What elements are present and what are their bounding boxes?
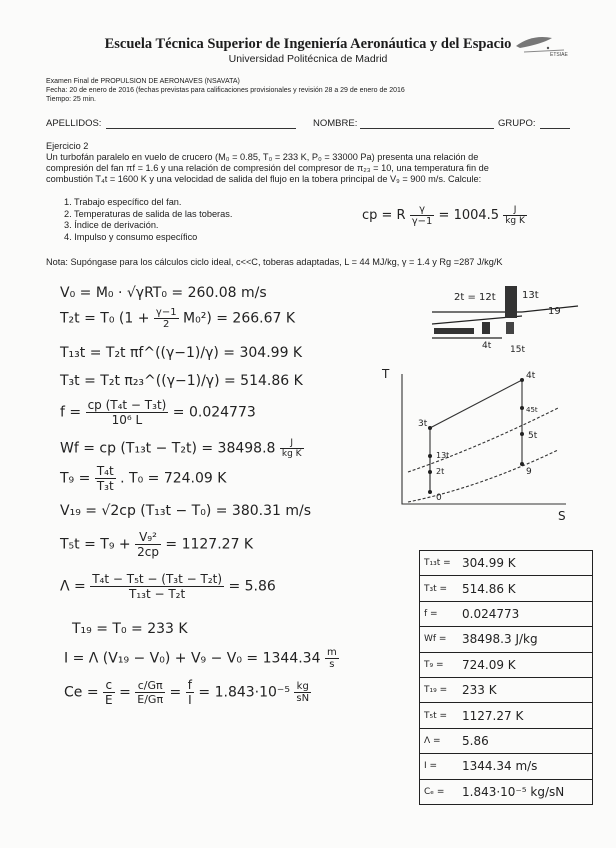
engine-sketch [372, 282, 582, 354]
t9-eq: T₉ = $\frac{\text{T₄t}}{\text{T₃t}}$ . T₀ = 724.09 K [60, 464, 227, 493]
table-row: T₉ = 724.09 K [420, 653, 592, 678]
table-row: T₅t = 1127.27 K [420, 703, 592, 728]
exercise-text-3: combustión T₄t = 1600 K y una velocidad de salida del flujo en la tobera principal de V₉ = 900 m/s. Calcule: [46, 174, 482, 184]
cp-formula: cp = R $\frac{\gamma}{\gamma-1}$ = 1004.5 $\frac{J}{\text{kg K}}$ [362, 204, 525, 227]
point-2t [428, 470, 432, 474]
point-13t [428, 454, 432, 458]
label-15t: 15t [510, 345, 525, 354]
list-item: 4. Impulso y consumo específico [64, 231, 198, 242]
fan-block [505, 286, 517, 318]
label-13t: 13t [522, 290, 539, 301]
table-row: Wf = 38498.3 J/kg [420, 627, 592, 652]
label-3t: 3t [418, 419, 428, 429]
label-2t-ts: 2t [436, 467, 445, 476]
ts-axes [402, 374, 566, 504]
exam-time: Tiempo: 25 min. [46, 96, 96, 103]
exercise-text-1: Un turbofán paralelo en vuelo de crucero (M₀ = 0.85, T₀ = 233 K, P₀ = 33000 Pa) presenta una relación de [46, 152, 479, 162]
v19-eq: V₁₉ = √2cp (T₁₃t − T₀) = 380.31 m/s [60, 503, 311, 519]
ts-diagram [378, 368, 578, 528]
t5t-eq: T₅t = T₉ + $\frac{\text{V₉²}}{2cp}$ = 1127.27 K [60, 530, 254, 559]
surname-label: APELLIDOS: [46, 118, 102, 129]
table-row: I = 1344.34 m/s [420, 754, 592, 779]
axis-s: S [558, 509, 566, 523]
exercise-text-2: compresión del fan πf = 1.6 y una relación de compresión del compresor de π₂₃ = 10, una temperatura fin de [46, 163, 489, 173]
v0-eq: V₀ = M₀ · √γRT₀ = 260.08 m/s [60, 285, 267, 301]
label-4t-ts: 4t [526, 371, 536, 381]
t2t-eq: T₂t = T₀ (1 + $\frac{\gamma-1}{2}$ M₀²) = 266.67 K [60, 307, 296, 330]
t19-eq: T₁₉ = T₀ = 233 K [72, 621, 188, 637]
table-row: Λ = 5.86 [420, 729, 592, 754]
table-row: T₁₃t = 304.99 K [420, 551, 592, 576]
point-5t [520, 432, 524, 436]
exercise-note: Nota: Supóngase para los cálculos ciclo ideal, c<<C, toberas adaptadas, L = 44 MJ/kg, γ = 1.4 y Rg =287 J/kg/K [46, 257, 503, 267]
point-4t [520, 378, 524, 382]
table-row: T₃t = 514.86 K [420, 576, 592, 601]
label-13t-ts: 13t [436, 451, 450, 460]
point-3t [428, 426, 432, 430]
point-9 [520, 462, 524, 466]
svg-text:ETSIAE: ETSIAE [550, 52, 568, 58]
label-5t: 5t [528, 431, 538, 441]
t3t-eq: T₃t = T₂t π₂₃^((γ−1)/γ) = 514.86 K [60, 373, 303, 389]
ce-eq: Ce = $\frac{c}{E}$ = $\frac{c/G\pi}{E/G\pi}$ = $\frac{f}{I}$ = 1.843·10⁻⁵ $\frac{kg}{sN}$ [64, 678, 310, 707]
table-row: f = 0.024773 [420, 602, 592, 627]
label-4t: 4t [482, 341, 492, 351]
surname-field[interactable] [106, 128, 296, 129]
point-45t [520, 406, 524, 410]
exam-date: Fecha: 20 de enero de 2016 (fechas previstas para calificaciones provisionales y revisión 28 a 29 de enero de 2016 [46, 87, 405, 94]
label-9: 9 [526, 467, 532, 477]
logo-icon [512, 28, 572, 60]
axis-t: T [382, 368, 390, 381]
list-item: 1. Trabajo específico del fan. [64, 197, 182, 207]
exam-title: Examen Final de PROPULSION DE AERONAVES (NSAVATA) [46, 78, 240, 85]
group-label: GRUPO: [498, 118, 536, 129]
question-list [64, 197, 232, 243]
impulse-eq: I = Λ (V₁₉ − V₀) + V₉ − V₀ = 1344.34 $\frac{m}{s}$ [64, 647, 337, 670]
school-name: Escuela Técnica Superior de Ingeniería Aeronáutica y del Espacio [104, 36, 512, 52]
t13t-eq: T₁₃t = T₂t πf^((γ−1)/γ) = 304.99 K [60, 345, 303, 361]
table-row: T₁₉ = 233 K [420, 678, 592, 703]
group-field[interactable] [540, 128, 570, 129]
list-item: 3. Índice de derivación. [64, 220, 159, 230]
table-row: Cₑ = 1.843·10⁻⁵ kg/sN [424, 784, 565, 799]
f-eq: f = $\frac{\text{cp (T₄t − T₃t)}}{\text{10⁶ L}}$ = 0.024773 [60, 398, 256, 427]
label-2t: 2t = 12t [454, 292, 496, 303]
label-45t: 45t [526, 406, 538, 414]
label-0: 0 [436, 493, 442, 503]
point-0 [428, 490, 432, 494]
list-item: 2. Temperaturas de salida de las toberas. [64, 208, 233, 219]
results-table [419, 550, 593, 805]
label-19: 19 [548, 306, 561, 317]
university-name: Universidad Politécnica de Madrid [228, 53, 388, 65]
exercise-title: Ejercicio 2 [46, 141, 89, 151]
name-label: NOMBRE: [313, 118, 358, 129]
lambda-eq: Λ = $\frac{\text{T₄t − T₅t − (T₃t − T₂t)}}{\text{T₁₃t − T₂t}}$ = 5.86 [60, 572, 276, 601]
name-field[interactable] [360, 128, 494, 129]
wf-eq: Wf = cp (T₁₃t − T₂t) = 38498.8 $\frac{J}{\text{kg K}}$ [60, 438, 302, 459]
